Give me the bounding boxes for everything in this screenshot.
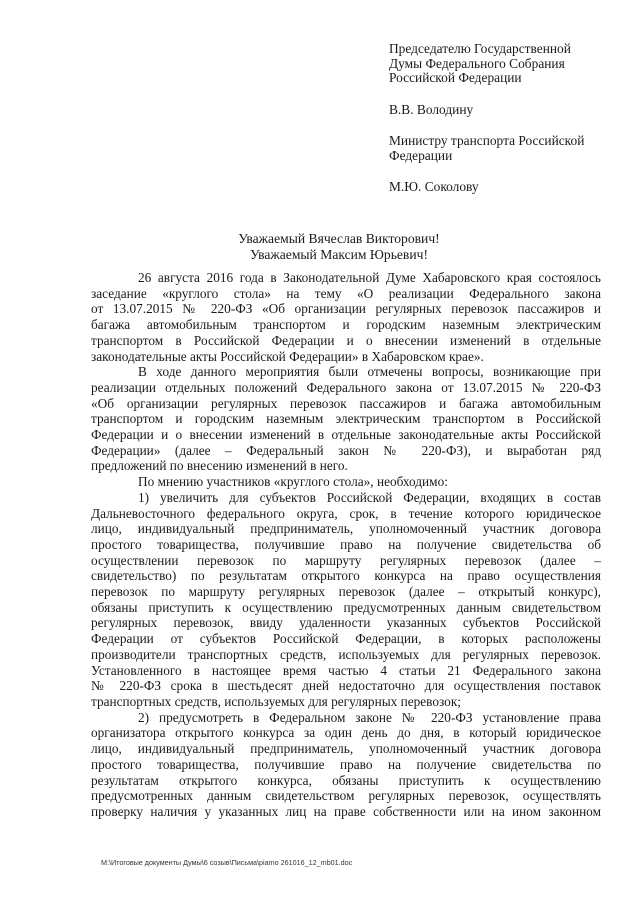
- text-line: перевозок по маршруту регулярных перевозок (далее – открытый конкурс),: [91, 584, 601, 600]
- text-line: Дальневосточного федерального округа, срок, в течение которого юридическое: [91, 505, 601, 521]
- text-line: от 13.07.2015 № 220-ФЗ «Об организации регулярных перевозок пассажиров и: [91, 301, 601, 317]
- text-line: багажа автомобильным транспортом и городским наземным электрическим: [91, 317, 601, 333]
- text-line: № 220-ФЗ срока в шестьдесят дней недостаточно для осуществления поставок: [91, 678, 601, 694]
- greeting: [0, 231, 640, 263]
- text-line: лицо, индивидуальный предприниматель, уполномоченный участник договора: [91, 741, 601, 757]
- letter-body: [91, 270, 601, 820]
- text-line: лицо, индивидуальный предприниматель, уполномоченный участник договора: [91, 521, 601, 537]
- text-line: 1) увеличить для субъектов Российской Федерации, входящих в состав: [138, 489, 601, 505]
- text-line: предложений по внесению изменений в него.: [91, 458, 348, 474]
- text-line: осуществлении перевозок по маршруту регулярных перевозок (далее –: [91, 552, 601, 568]
- paragraph-opinion: [91, 474, 601, 490]
- text-line: предусмотренных данным свидетельством регулярных перевозок, осуществлять: [91, 788, 601, 804]
- text-line: Федерации от субъектов Российской Федерации, в которых расположены: [91, 631, 601, 647]
- addressee-line: Думы Федерального Собрания: [389, 55, 565, 71]
- text-line: транспортом в Российской Федерации и о внесении изменений в отдельные: [91, 332, 601, 348]
- addressee-block: [389, 42, 619, 195]
- paragraph-proposal-1: [91, 490, 601, 710]
- addressee-line: Российской Федерации: [389, 70, 522, 85]
- text-line: транспортом и городским наземным электрическим транспортом в Российской: [91, 411, 601, 427]
- text-line: В ходе данного мероприятия были отмечены вопросы, возникающие при: [138, 364, 601, 380]
- addressee-transport-minister-name: [389, 180, 619, 195]
- text-line: Установленного в настоящее время частью 4 статьи 21 Федерального закона: [91, 662, 601, 678]
- greeting-line-1: Уважаемый Вячеслав Викторович!: [238, 231, 440, 246]
- text-line: производители транспортных средств, используемых для регулярных перевозок.: [91, 646, 601, 662]
- addressee-line: М.Ю. Соколову: [389, 179, 479, 194]
- file-path-footer: M:\Итоговые документы Думы\6 созыв\Письма\piamo 261016_12_mb01.doc: [101, 858, 353, 867]
- text-line: «Об организации регулярных перевозок пассажиров и багажа автомобильным: [91, 395, 601, 411]
- greeting-line-2: Уважаемый Максим Юрьевич!: [250, 247, 428, 262]
- paragraph-issues: [91, 364, 601, 474]
- text-line: 2) предусмотреть в Федеральном законе № 220-ФЗ установление права: [138, 709, 601, 725]
- text-line: транспортных средств, используемых для регулярных перевозок;: [91, 693, 461, 709]
- text-line: 26 августа 2016 года в Законодательной Думе Хабаровского края состоялось: [138, 270, 601, 285]
- text-line: Федерации и о внесении изменений в отдельные законодательные акты Российской: [91, 427, 601, 443]
- addressee-line: В.В. Володину: [389, 101, 474, 117]
- text-line: организатора открытого конкурса за один день до дня, в который юридическое: [91, 725, 601, 741]
- text-line: заседание «круглого стола» на тему «О реализации Федерального закона: [91, 285, 601, 301]
- text-line: обязаны приступить к осуществлению предусмотренных данным свидетельством: [91, 599, 601, 615]
- addressee-line: Председателю Государственной: [389, 41, 571, 56]
- text-line: свидетельство) по результатам открытого конкурса на право осуществления: [91, 568, 601, 584]
- text-line: законодательные акты Российской Федерации» в Хабаровском крае».: [91, 348, 484, 364]
- addressee-transport-minister: [389, 134, 619, 163]
- text-line: простого товарищества, получившие право на получение свидетельства по: [91, 756, 601, 772]
- text-line: простого товарищества, получившие право на получение свидетельства об: [91, 536, 601, 552]
- text-line: проверку наличия у указанных лиц на праве собственности или на ином законном: [91, 803, 601, 819]
- paragraph-round-table: [91, 270, 601, 364]
- paragraph-proposal-2: [91, 710, 601, 820]
- text-line: реализации отдельных положений Федерального закона от 13.07.2015 № 220-ФЗ: [91, 379, 601, 395]
- addressee-line: Министру транспорта Российской: [389, 133, 585, 148]
- addressee-duma-chairman: [389, 42, 619, 86]
- addressee-duma-chairman-name: [389, 103, 619, 118]
- text-line: По мнению участников «круглого стола», необходимо:: [138, 474, 448, 490]
- text-line: регулярных перевозок, ввиду удаленности указанных субъектов Российской: [91, 615, 601, 631]
- text-line: результатам открытого конкурса, обязаны приступить к осуществлению: [91, 772, 601, 788]
- text-line: Федерации» (далее – Федеральный закон № 220-ФЗ), и выработан ряд: [91, 442, 601, 458]
- addressee-line: Федерации: [389, 147, 453, 163]
